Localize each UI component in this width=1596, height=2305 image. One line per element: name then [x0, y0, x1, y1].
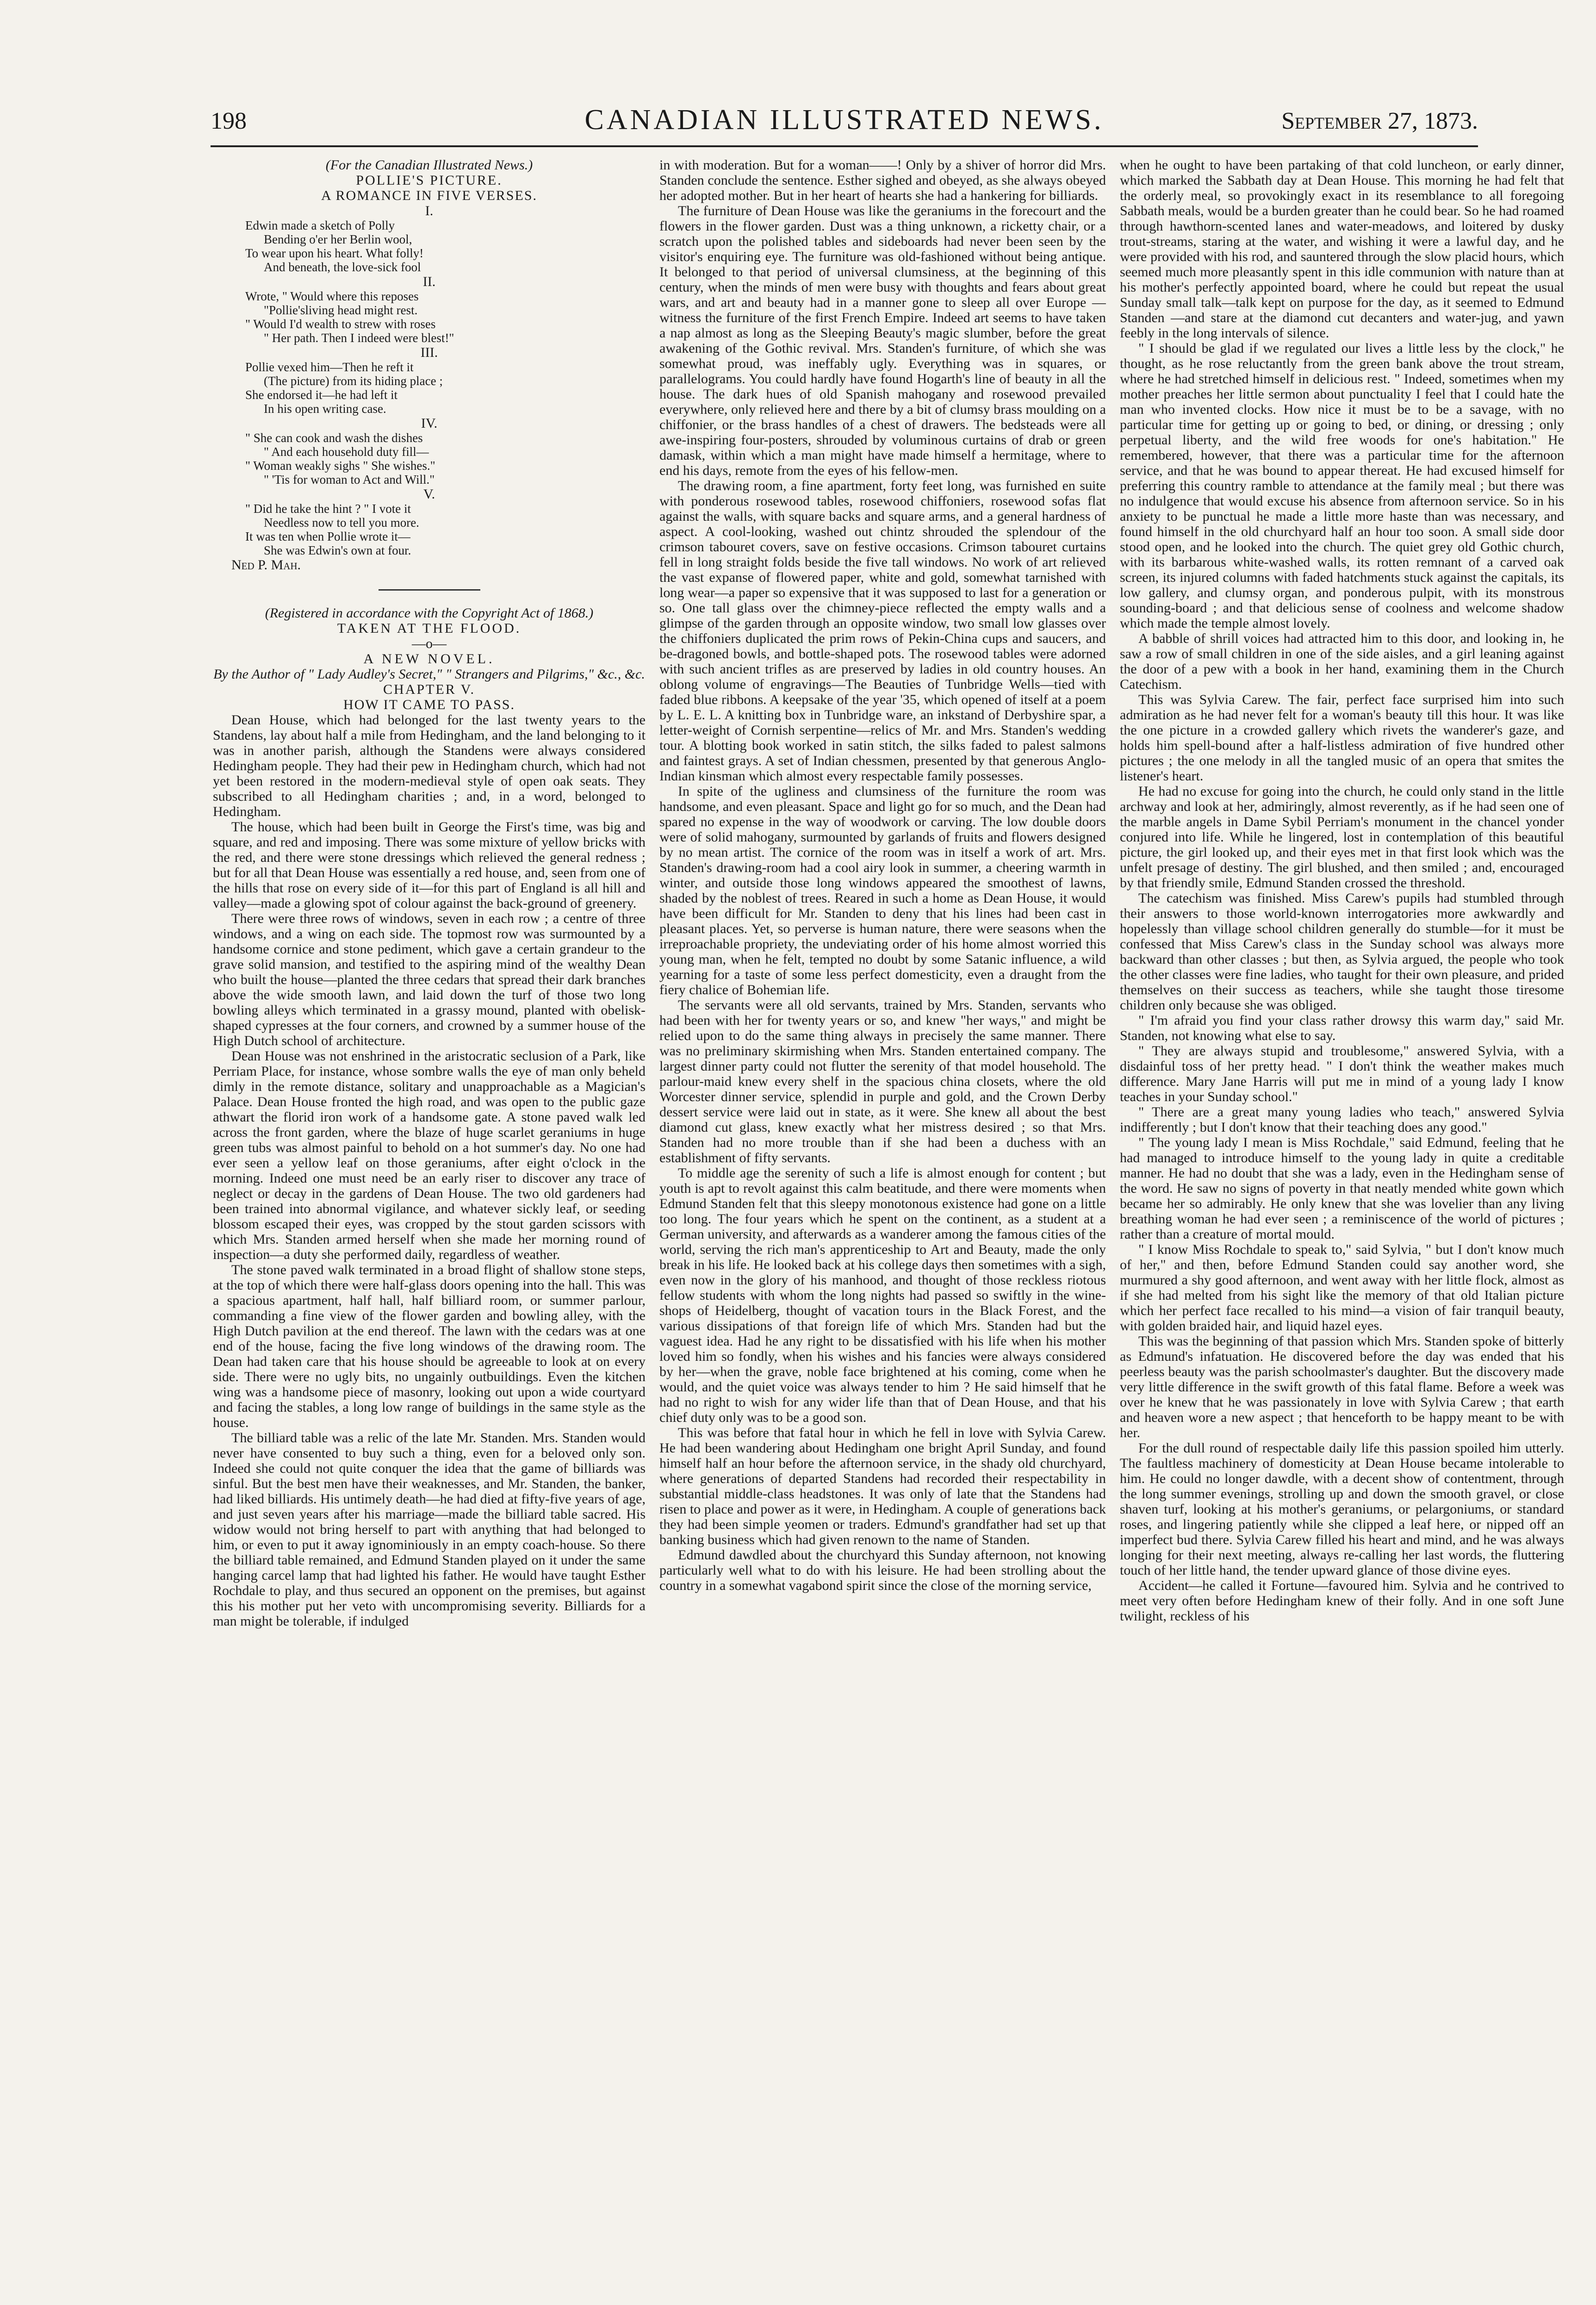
article-paragraph: The servants were all old servants, trained by Mrs. Standen, servants who had been with her for twenty years or so, and knew "her ways," and might be relied upon to do the same thing always in precisely the same manner. There was no preliminary skirmishing when Mrs. Standen entertained company. The largest dinner party could not flutter the serenity of that model household. The parlour-maid knew every shelf in the spacious china closets, where the old Worcester dinner service, splendid in purple and gold, and the Crown Derby dessert service were laid out in state, as it were. She knew all about the best diamond cut glass, knew exactly what her mistress desired ; so that Mrs. Standen had no more trouble than if she had been a duchess with an establishment of fifty servants. [659, 997, 1106, 1165]
article-paragraph: This was Sylvia Carew. The fair, perfect face surprised him into such admiration as he had never felt for a woman's beauty till this hour. It was like the one picture in a crowded gallery which rivets the wanderer's gaze, and holds him spell-bound after a half-listless admiration of five hundred other pictures ; the one melody in all the tangled music of an opera that smites the listener's heart. [1120, 692, 1564, 784]
stanza-numeral: IV. [421, 416, 438, 431]
poem-line: And beneath, the love-sick fool [264, 260, 421, 274]
article-paragraph: This was before that fatal hour in which he fell in love with Sylvia Carew. He had been wandering about Hedingham one bright April Sunday, and found himself half an hour before the afternoon service, in the shady old churchyard, where generations of departed Standens had recorded their respectability in substantial middle-class headstones. It was only of late that the Standens had risen to place and power as it were, in Hedingham. A couple of generations back they had been simple yeomen or traders. Edmund's grandfather had set up that banking business which had given renown to the name of Standen. [659, 1425, 1106, 1547]
article-paragraph: Edmund dawdled about the churchyard this Sunday afternoon, not knowing particularly well what to do with his leisure. He had been strolling about the country in a somewhat vagabond spirit since the close of the morning service, [659, 1547, 1106, 1593]
article-paragraph: In spite of the ugliness and clumsiness of the furniture the room was handsome, and even pleasant. Space and light go for so much, and the Dean had spared no expense in the way of woodwork or carving. The low double doors were of solid mahogany, surmounted by garlands of fruits and flowers designed by no mean artist. The cornice of the room was in itself a work of art. Mrs. Standen's drawing-room had a cool airy look in summer, a cheering warmth in winter, and outside those long windows appeared the smoothest of lawns, shaded by the noblest of trees. Reared in such a home as Dean House, it would have been difficult for Mr. Standen to deny that his lines had been cast in pleasant places. Yet, so perverse is human nature, there were seasons when the irreproachable propriety, the undeviating order of his home almost worried this young man, when he felt, tempted no doubt by some Satanic influence, a wild yearning for a taste of some less perfect domesticity, even a draught from the fiery chalice of Bohemian life. [659, 784, 1106, 997]
poem-line: " Her path. Then I indeed were blest!" [264, 331, 454, 345]
poem-line: " Woman weakly sighs " She wishes." [245, 459, 435, 473]
poem-line: She endorsed it—he had left it [245, 388, 398, 402]
article-paragraph: in with moderation. But for a woman——! Only by a shiver of horror did Mrs. Standen conclude the sentence. Esther sighed and obeyed, as she always obeyed her adopted mother. But in her heart of hearts she had a hankering for billiards. [659, 157, 1106, 203]
poem-line: Edwin made a sketch of Polly [245, 218, 395, 232]
page-number: 198 [211, 108, 247, 134]
article-paragraph: " The young lady I mean is Miss Rochdale," said Edmund, feeling that he had managed to introduce himself to the young lady in quite a creditable manner. He had no doubt that she was a lady, even in the Hedingham sense of the word. He saw no signs of poverty in that neatly mended white gown which became her so admirably. He only knew that she was lovelier than any living breathing woman he had ever seen ; a reminiscence of the world of pictures ; rather than a creature of mortal mould. [1120, 1135, 1564, 1242]
title-ornament: —o— [412, 636, 447, 651]
stanza-numeral: II. [422, 274, 436, 289]
poem-line: " She can cook and wash the dishes [245, 431, 423, 445]
article-paragraph: To middle age the serenity of such a life is almost enough for content ; but youth is apt to revolt against this calm beatitude, and there were moments when Edmund Standen felt that this sleepy monotonous existence had gone on a little too long. The four years which he spent on the continent, as a student at a German university, and afterwards as a wanderer among the famous cities of the world, serving the rich man's apprenticeship to Art and Beauty, made the only break in his life. He looked back at his college days then sometimes with a sigh, even now in the glory of his manhood, and thought of those reckless riotous fellow students with whom the long nights had passed so swiftly in the wine-shops of Heidelberg, thought of vacation tours in the Black Forest, and the various dissipations of that foreign life of which Mrs. Standen had but the vaguest idea. Had he any right to be dissatisfied with his life when his mother loved him so fondly, when his wishes and his fancies were always considered by her—when the grave, noble face brightened at his coming, come when he would, and the quiet voice was always tender to him ? He said himself that he had no right to wish for any wider life than that of Dean House, and that his chief duty only was to be a good son. [659, 1165, 1106, 1425]
article-paragraph: " There are a great many young ladies who teach," answered Sylvia indifferently ; but I don't know that their teaching does any good." [1120, 1104, 1564, 1135]
novel-byline: By the Author of " Lady Audley's Secret," " Strangers and Pilgrims," &c., &c. [213, 667, 645, 682]
poem-title: POLLIE'S PICTURE. [356, 173, 503, 188]
poem-stanzas [213, 203, 646, 557]
poem-line: She was Edwin's own at four. [264, 543, 411, 557]
poem-line: To wear upon his heart. What folly! [245, 246, 424, 260]
article-paragraph: Accident—he called it Fortune—favoured him. Sylvia and he contrived to meet very often before Hedingham knew of their folly. And in one soft June twilight, reckless of his [1120, 1578, 1564, 1624]
poem-line: It was ten when Pollie wrote it— [245, 530, 410, 543]
poem-stanza [245, 431, 646, 486]
stanza-numeral: V. [423, 486, 435, 502]
article-paragraph: " I'm afraid you find your class rather drowsy this warm day," said Mr. Standen, not knowing what else to say. [1120, 1013, 1564, 1043]
article-paragraph: There were three rows of windows, seven in each row ; a centre of three windows, and a wing on each side. The topmost row was surmounted by a handsome cornice and stone pediment, which gave a certain grandeur to the grave solid mansion, and testified to the aspiring mind of the wealthy Dean who built the house—planted the three cedars that spread their dark branches above the wide smooth lawn, and laid down the turf of those two long bowling alleys which terminated in a grassy mound, planted with obelisk-shaped cypresses at the four corners, and crowned by a summer house of the High Dutch school of architecture. [213, 911, 646, 1048]
poem-line: Needless now to tell you more. [264, 516, 419, 530]
poem-line: In his open writing case. [264, 402, 386, 416]
poem-line: " 'Tis for woman to Act and Will." [264, 473, 435, 486]
masthead [211, 99, 1478, 147]
issue-date: September 27, 1873. [1281, 108, 1478, 134]
stanza-numeral: I. [425, 203, 434, 218]
article-paragraph: A babble of shrill voices had attracted him to this door, and looking in, he saw a row of small children in one of the side aisles, and a girl leaning against the door of a pew with a book in her hand, examining them in the Church Catechism. [1120, 631, 1564, 692]
article-paragraph: The drawing room, a fine apartment, forty feet long, was furnished en suite with ponderous rosewood tables, rosewood chiffoniers, rosewood sofas flat against the walls, with square backs and square arms, and a general hardness of aspect. A cool-looking, washed out chintz shrouded the splendour of the crimson tabouret covers, save on festive occasions. Crimson tabouret curtains fell in long straight folds beside the five tall windows. No work of art relieved the vast expanse of flowered paper, white and gold, somewhat tarnished with long wear—a paper so expensive that it was supposed to last for a generation or so. One tall glass over the chimney-piece reflected the empty walls and a glimpse of the garden through an opposite window, two small low glasses over the chiffoniers duplicated the prim rows of Pekin-China cups and saucers, and be-dragoned bowls, and bottle-shaped pots. The rosewood tables were adorned with such ancient trifles as are preserved by ladies in old country houses. An oblong volume of engravings—The Beauties of Tunbridge Wells—tied with faded blue ribbons. A keepsake of the year '35, which opened of itself at a poem by L. E. L. A knitting box in Tunbridge ware, an inkstand of Derbyshire spar, a letter-weight of Cornish serpentine—relics of Mr. and Mrs. Standen's wedding tour. A blotting book worked in satin stitch, the silks faded to palest salmons and faintest grays. A set of Indian chessmen, presented by that generous Anglo-Indian kinsman which almost every respectable family possesses. [659, 478, 1106, 784]
copyright-notice: (Registered in accordance with the Copyright Act of 1868.) [265, 605, 594, 621]
stanza-numeral: III. [420, 345, 438, 360]
column-1 [213, 157, 646, 2268]
article-paragraph: " They are always stupid and troublesome," answered Sylvia, with a disdainful toss of her pretty head. " I don't think the weather makes much difference. Mary Jane Harris will put me in mind of a young lady I know teaches in your Sunday school." [1120, 1043, 1564, 1104]
article-paragraph: The billiard table was a relic of the late Mr. Standen. Mrs. Standen would never have consented to buy such a thing, even for a beloved only son. Indeed she could not quite conquer the idea that the game of billiards was sinful. But the best men have their weaknesses, and Mr. Standen, the banker, had liked billiards. His untimely death—he had died at fifty-five years of age, and just seven years after his marriage—made the billiard table sacred. His widow would not bring herself to part with anything that had belonged to him, or even to put it away ignominiously in an empty coach-house. So there the billiard table remained, and Edmund Standen played on it under the same hanging carcel lamp that had lighted his father. He would have taught Esther Rochdale to play, and thus secured an opponent on the premises, but against this his mother put her veto with uncompromising severity. Billiards for a man might be tolerable, if indulged [213, 1430, 646, 1629]
article-paragraph: The stone paved walk terminated in a broad flight of shallow stone steps, at the top of which there were half-glass doors opening into the hall. This was a spacious apartment, half hall, half billiard room, or summer parlour, commanding a fine view of the flower garden and bowling alley, with the High Dutch pavilion at the end thereof. The lawn with the cedars was at one end of the house, facing the five long windows of the drawing room. The Dean had taken care that his house should be agreeable to look at on every side. There were no ugly bits, no ungainly outbuildings. Even the kitchen wing was a handsome piece of masonry, looking out upon a wide courtyard and facing the stables, a long low range of buildings in the same style as the house. [213, 1262, 646, 1430]
poem-line: " Did he take the hint ? " I vote it [245, 502, 411, 516]
poem-stanza [245, 289, 646, 345]
poem-line: " Would I'd wealth to strew with roses [245, 317, 436, 331]
publication-title: CANADIAN ILLUSTRATED NEWS. [584, 104, 1104, 136]
poem-line: Wrote, " Would where this reposes [245, 289, 419, 303]
poem-author: Ned P. Mah. [231, 557, 301, 573]
article-paragraph: " I should be glad if we regulated our lives a little less by the clock," he thought, as he rose reluctantly from the green bank above the trout stream, where he had stretched himself in delicious rest. " Indeed, sometimes when my mother preaches her little sermon about punctuality I feel that I could hate the man who invented clocks. How nice it must be to be a savage, with no particular time for getting up or going to bed, or dining, or dressing ; only perpetual liberty, and the wild free woods for one's habitation." He remembered, however, that there was a particular time for the afternoon service, and that he was bound to appear thereat. He had excused himself for preferring this country ramble to attendance at the family meal ; but there was no indulgence that would excuse his absence from afternoon service. So in his anxiety to be punctual he made a little more haste than was necessary, and found himself in the old churchyard half an hour too soon. A small side door stood open, and he looked into the church. The quiet grey old Gothic church, with its barbarous white-washed walls, its rotten remnant of a carved oak screen, its injured columns with faded hatchments stuck against the capitals, its low gallery, and clumsy organ, and ponderous pulpit, with its monstrous sounding-board ; and that delicious sense of coolness and welcome shadow which made the temple almost lovely. [1120, 341, 1564, 631]
article-paragraph: " I know Miss Rochdale to speak to," said Sylvia, " but I don't know much of her," and then, before Edmund Standen could say another word, she murmured a shy good afternoon, and went away with her little flock, almost as if she had melted from his sight like the memory of that old Italian picture which her perfect face recalled to his mind—a vision of fair tranquil beauty, with golden braided hair, and liquid hazel eyes. [1120, 1242, 1564, 1333]
poem-stanza [245, 360, 646, 416]
poem-stanza [245, 218, 646, 274]
section-divider [379, 589, 480, 591]
novel-subtitle: A NEW NOVEL. [363, 651, 495, 667]
article-paragraph: For the dull round of respectable daily life this passion spoiled him utterly. The faultless machinery of domesticity at Dean House became intolerable to him. He could no longer dawdle, with a decent show of contentment, through the long summer evenings, strolling up and down the smooth gravel, or close shaven turf, looking at his mother's geraniums, or pelargoniums, or standard roses, and lingering patiently while she clipped a leaf here, or nipped off an imperfect bud there. Sylvia Carew filled his heart and mind, and he was always longing for their next meeting, always re-calling her last words, the fluttering touch of her little hand, the tender upward glance of those divine eyes. [1120, 1440, 1564, 1578]
column-2 [659, 157, 1106, 2268]
poem-line: " And each household duty fill— [264, 445, 429, 459]
column-2-body [659, 157, 1106, 1593]
article-paragraph: He had no excuse for going into the church, he could only stand in the little archway and look at her, admiringly, almost reverently, as if he had seen one of the marble angels in Dame Sybil Perriam's monument in the chancel yonder conjured into life. While he lingered, lost in contemplation of this beautiful picture, the girl looked up, and their eyes met in that first look which was the unfelt presage of destiny. The girl blushed, and then smiled ; and, encouraged by that friendly smile, Edmund Standen crossed the threshold. [1120, 784, 1564, 891]
poem-stanza [245, 502, 646, 557]
poem-line: "Pollie'sliving head might rest. [264, 303, 418, 317]
poem-line: Pollie vexed him—Then he reft it [245, 360, 414, 374]
column-3 [1120, 157, 1564, 2268]
article-paragraph: Dean House was not enshrined in the aristocratic seclusion of a Park, like Perriam Place, for instance, whose sombre walls the eye of man only beheld dimly in the remote distance, solitary and unapproachable as a Magician's Palace. Dean House fronted the high road, and was open to the public gaze athwart the florid iron work of a handsome gate. A stone paved walk led across the front garden, where the blaze of huge scarlet geraniums in huge green tubs was almost painful to behold on a hot summer's day. No one had ever seen a yellow leaf on those geraniums, after eight o'clock in the morning. Indeed one must need be an early riser to discover any trace of neglect or decay in the gardens of Dean House. The two old gardeners had been trained into abnormal vigilance, and whatever sickly leaf, or seeding blossom escaped their eyes, was cropped by the stout garden scissors with which Mrs. Standen armed herself when she made her morning round of inspection—a duty she performed daily, regardless of weather. [213, 1048, 646, 1262]
article-paragraph: The house, which had been built in George the First's time, was big and square, and red and imposing. There was some mixture of yellow bricks with the red, and there were stone dressings which relieved the general redness ; but for all that Dean House was essentially a red house, and, seen from one of the hills that rose on every side of it—for this part of England is all hill and valley—made a glowing spot of colour against the back-ground of greenery. [213, 819, 646, 911]
poem-line: Bending o'er her Berlin wool, [264, 232, 412, 246]
article-paragraph: when he ought to have been partaking of that cold luncheon, or early dinner, which marked the Sabbath day at Dean House. This morning he had felt that the orderly meal, so provokingly exact in its resemblance to all foregoing Sabbath meals, would be a burden greater than he could bear. So he had roamed through hawthorn-scented lanes and water-meadows, and loitered by dusky trout-streams, staring at the water, and wishing it were a lawful day, and he were provided with his rod, and sauntered through the slow placid hours, which seemed much more pleasantly spent in this idle communion with nature than at his mother's perfectly appointed board, where he could but repeat the usual Sunday small talk—talk kept on purpose for the day, as it seemed to Edmund Standen —and stare at the diamond cut decanters and water-jug, and yawn feebly in the long intervals of silence. [1120, 157, 1564, 341]
article-paragraph: The catechism was finished. Miss Carew's pupils had stumbled through their answers to those world-known interrogatories more awkwardly and hopelessly than village school children generally do stumble—for it must be confessed that Miss Carew's class in the Sunday school was always more backward than other classes ; but then, as Sylvia argued, the people who took the other classes were fine ladies, who taught for their own pleasure, and prided themselves on their success as teachers, while she taught those tiresome children only because she was obliged. [1120, 891, 1564, 1013]
article-paragraph: Dean House, which had belonged for the last twenty years to the Standens, lay about half a mile from Hedingham, and the land belonging to it was in another parish, although the Standens were always considered Hedingham people. They had their pew in Hedingham church, which had not yet been restored in the modern-medieval style of open oak seats. They subscribed to all Hedingham charities ; and, in a word, belonged to Hedingham. [213, 712, 646, 819]
poem-subtitle: A ROMANCE IN FIVE VERSES. [321, 188, 537, 203]
column-1-body [213, 712, 646, 1629]
article-paragraph: The furniture of Dean House was like the geraniums in the forecourt and the flowers in the flower garden. Dust was a thing unknown, a ricketty chair, or a scratch upon the polished tables and sideboards had never been seen by the visitor's enquiring eye. The furniture was old-fashioned without being antique. It belonged to that period of universal clumsiness, at the beginning of this century, when the minds of men were busy with thoughts and fears about great wars, and art and beauty had in a manner gone to sleep all over Europe —witness the furniture of the first French Empire. Indeed art seems to have taken a nap almost as long as the Sleeping Beauty's magic slumber, before the great awakening of the Gothic revival. Mrs. Standen's furniture, of which she was somewhat proud, was ineffably ugly. Everything was in squares, or parallelograms. You could hardly have found Hogarth's line of beauty in all the house. The dark hues of old Spanish mahogany and rosewood prevailed everywhere, only relieved here and there by a bit of clumsy brass moulding on a chiffonier, or the brass handles of a chest of drawers. The bedsteads were all awe-inspiring four-posters, shrouded by voluminous curtains of drab or green damask, within which a man might have made himself a hermitage, where to end his days, remote from the eyes of his fellow-men. [659, 203, 1106, 478]
chapter-heading: CHAPTER V. [383, 682, 475, 697]
chapter-title: HOW IT CAME TO PASS. [343, 697, 515, 712]
poem-credit: (For the Canadian Illustrated News.) [325, 157, 533, 173]
poem-line: (The picture) from its hiding place ; [264, 374, 443, 388]
article-paragraph: This was the beginning of that passion which Mrs. Standen spoke of bitterly as Edmund's infatuation. He discovered before the day was ended that his peerless beauty was the parish schoolmaster's daughter. But the discovery made very little difference in the swift growth of this fatal flame. Before a week was over he knew that he was passionately in love with Sylvia Carew ; that earth and heaven wore a new aspect ; that henceforth to be happy meant to be with her. [1120, 1333, 1564, 1440]
novel-title: TAKEN AT THE FLOOD. [337, 621, 522, 636]
column-3-body [1120, 157, 1564, 1624]
